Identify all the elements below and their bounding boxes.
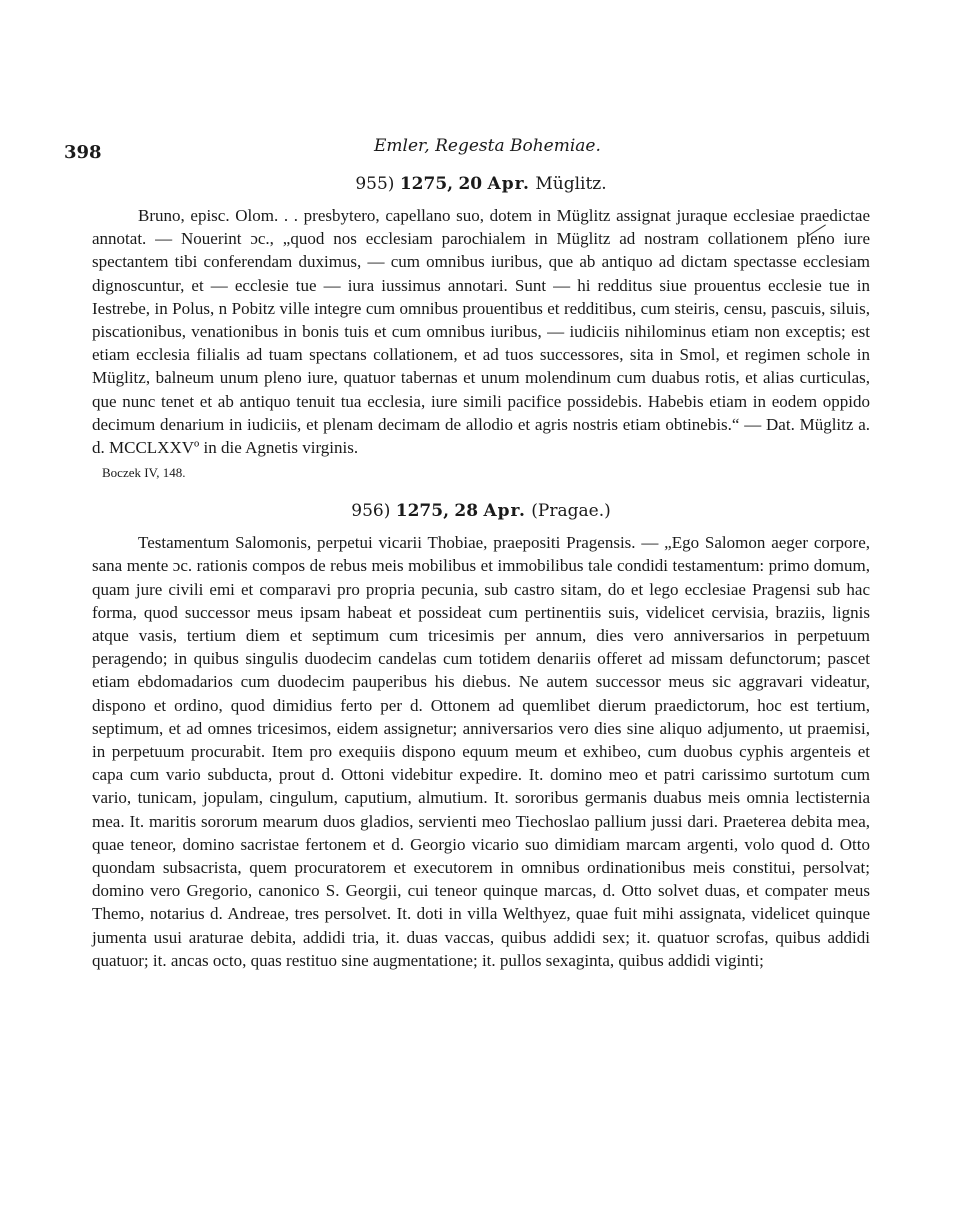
- entry-text: Bruno, episc. Olom. . . presbytero, capellano suo, dotem in Müglitz assignat juraque ecclesiae praedictae annotat. — Nouerint ɔc., „quod nos ecclesiam parochialem in Müglitz ad nostram collationem pleno iure spectantem tibi conferendam duximus, — cum omnibus iuribus, que ab antiquo ad dictam spectasse ecclesiam dignoscuntur, et — ecclesie tue — iura iussimus annotari. Sunt — hi redditus siue prouentus ecclesie tue in Iestrebe, in Polus, n Pobitz ville integre cum omnibus prouentibus et redditibus, cum steiris, censu, pascuis, siluis, piscationibus, venationibus in bonis tuis et cum omnibus iuribus, — iudiciis nihilominus etiam non exceptis; est etiam ecclesia filialis ad tuam spectans collationem, et ad tuos successores, sita in Smol, et regimen schole in Müglitz, balneum unum pleno iure, quatuor tabernas et unum molendinum cum duabus rotis, et alias curticulas, que nunc tenet et ab antiquo tenuit tua ecclesia, iure simili pacifice possidebis. Habebis etiam in eodem oppido decimum denarium in iudiciis, et plenam decimam de allodio et agris nostris etiam obtinebis.“ — Dat. Müglitz a. d. MCCLXXVº in die Agnetis virginis.: [92, 206, 870, 458]
- entry-month: Apr.: [483, 501, 526, 522]
- entry-heading: [92, 174, 870, 194]
- entry-place: (Pragae.): [531, 501, 611, 522]
- entry-year: 1275,: [399, 174, 454, 194]
- entry-956: [92, 501, 870, 972]
- document-page: [64, 136, 870, 972]
- entry-heading: [92, 501, 870, 521]
- entry-place: Müglitz.: [535, 174, 607, 194]
- running-head: [64, 136, 870, 166]
- entry-source: Boczek IV, 148.: [102, 465, 186, 481]
- entry-year: 1275,: [395, 501, 449, 522]
- entry-955: [92, 174, 870, 481]
- running-title: Emler, Regesta Bohemiae.: [374, 136, 601, 156]
- entry-text: Testamentum Salomonis, perpetui vicarii Thobiae, praepositi Pragensis. — „Ego Salomon aeger corpore, sana mente ɔc. rationis compos de rebus meis mobilibus et immobilibus tale condidi testamentum: primo domum, quam jure civili emi et comparavi pro propria pecunia, sub castro sitam, do et lego ecclesiae Pragensi sub hac forma, quod successor meus ipsam habeat et possideat cum pertinentiis suis, videlicet cervisia, braziis, lignis atque vasis, tertium diem et septimum cum tricesimis per annum, dies vero anniversarios in perpetuum peragendo; in quibus singulis duodecim candelas cum totidem denariis offeret ad missam defunctorum; pascet etiam ebdomadarios cum duodecim pauperibus his diebus. Ne autem successor meus sic aggravari videatur, dispono et ordino, quod dimidius ferto per d. Ottonem ad quemlibet dierum praedictorum, hoc est tertium, septimum, et ad omnes tricesimos, eidem assignetur; anniversarios vero dies sine aliquo adjumento, ut praemisi, in perpetuum procurabit. Item pro exequiis dispono equum meum et exhibeo, cum duobus cyphis argenteis et capa cum vario subducta, prout d. Ottoni videbitur expedire. It. domino meo et patri carissimo surtotum cum vario, tunicam, jopulam, cingulum, caputium, almutium. It. sororibus germanis duabus meis omnia lectisternia mea. It. maritis sororum mearum duos gladios, servienti meo Tiechoslao pallium jussi dari. Praeterea debita mea, quae teneor, domino sacristae fertonem et d. Georgio vicario suo dimidiam marcam argenti, volo quod d. Otto quondam subsacrista, quem procuratorem et executorem in omnibus ordinationibus meis constitui, persolvat; domino vero Gregorio, canonico S. Georgii, cui teneor quinque marcas, d. Otto solvet duas, et compater meus Themo, notarius d. Andreae, tres persolvet. It. doti in villa Welthyez, quae fuit mihi assignata, videlicet quinque jumenta usui araturae debita, addidi tria, it. duas vaccas, quibus addidi sex; it. quatuor scrofas, quibus addidi quatuor; it. ancas octo, quas restituo sine augmentatione; it. pullos sexaginta, quibus addidi viginti;: [92, 533, 870, 970]
- page-number: 398: [64, 142, 102, 163]
- entry-day: 20: [458, 174, 483, 194]
- entry-number: 956): [351, 501, 391, 522]
- entry-day: 28: [454, 501, 479, 522]
- entry-month: Apr.: [487, 174, 530, 194]
- entry-number: 955): [355, 174, 395, 194]
